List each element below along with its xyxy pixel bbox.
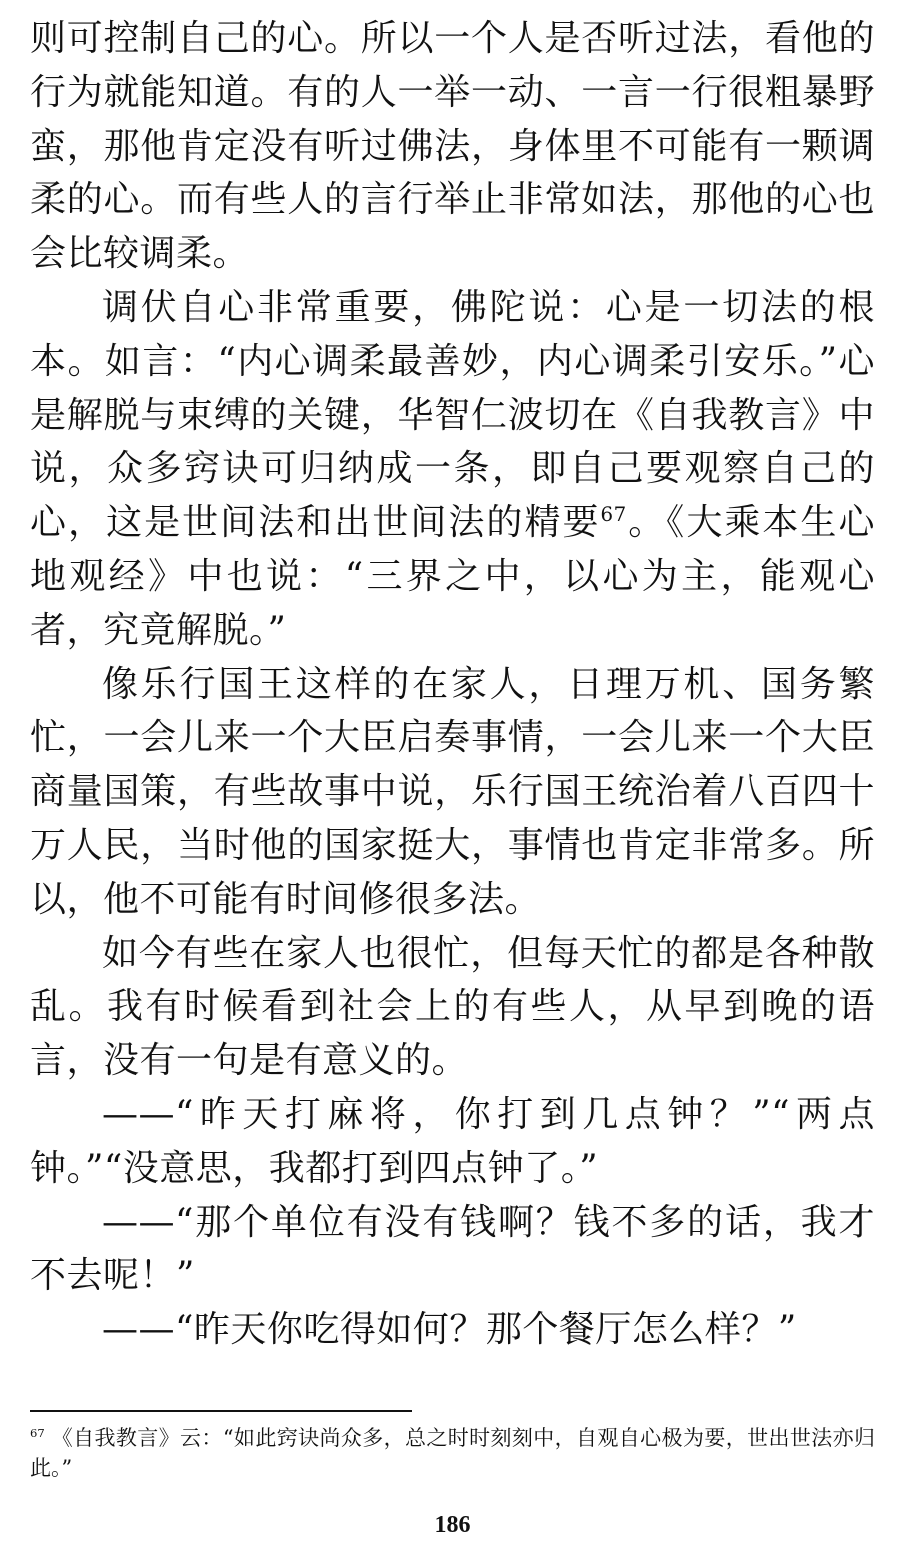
paragraph-4 (30, 927, 875, 1088)
dialogue-line-3 (30, 1303, 875, 1357)
footnote-text: 《自我教言》云：“如此窍诀尚众多，总之时时刻刻中，自观自心极为要，世出世法亦归此。” (30, 1426, 875, 1480)
dialogue-line-1 (30, 1088, 875, 1196)
paragraph-4-text: 如今有些在家人也很忙，但每天忙的都是各种散乱。我有时候看到社会上的有些人，从早到晚的语言，没有一句是有意义的。 (30, 932, 875, 1082)
page-number: 186 (434, 1512, 471, 1538)
paragraph-2-text-after: 。《大乘本生心地观经》中也说：“三界之中，以心为主，能观心者，究竟解脱。” (30, 502, 875, 651)
paragraph-3-text: 像乐行国王这样的在家人，日理万机、国务繁忙，一会儿来一个大臣启奏事情，一会儿来一个大臣商量国策，有些故事中说，乐行国王统治着八百四十万人民，当时他的国家挺大，事情也肯定非常多。所以，他不可能有时间修很多法。 (30, 663, 875, 920)
dialogue-line-2 (30, 1196, 875, 1304)
paragraph-3 (30, 658, 875, 927)
footnote-divider (30, 1410, 412, 1412)
footnote-reference[interactable]: 67 (600, 503, 627, 527)
dialogue-line-3-text: ——“昨天你吃得如何？那个餐厅怎么样？” (102, 1309, 797, 1351)
footnote-number: 67 (30, 1426, 45, 1440)
page-body (30, 12, 875, 1357)
paragraph-1-text: 则可控制自己的心。所以一个人是否听过法，看他的行为就能知道。有的人一举一动、一言一行很粗暴野蛮，那他肯定没有听过佛法，身体里不可能有一颗调柔的心。而有些人的言行举止非常如法，那他的心也会比较调柔。 (30, 18, 875, 275)
dialogue-line-1-text: ——“昨天打麻将，你打到几点钟？”“两点钟。”“没意思，我都打到四点钟了。” (30, 1093, 875, 1189)
paragraph-2 (30, 281, 875, 658)
dialogue-line-2-text: ——“那个单位有没有钱啊？钱不多的话，我才不去呢！” (30, 1201, 875, 1297)
paragraph-1 (30, 12, 875, 281)
footnote (30, 1423, 875, 1483)
paragraph-2-text: 调伏自心非常重要，佛陀说：心是一切法的根本。如言：“内心调柔最善妙，内心调柔引安乐。”心是解脱与束缚的关键，华智仁波切在《自我教言》中说，众多窍诀可归纳成一条，即自己要观察自己的心，这是世间法和出世间法的精要 (30, 286, 875, 544)
